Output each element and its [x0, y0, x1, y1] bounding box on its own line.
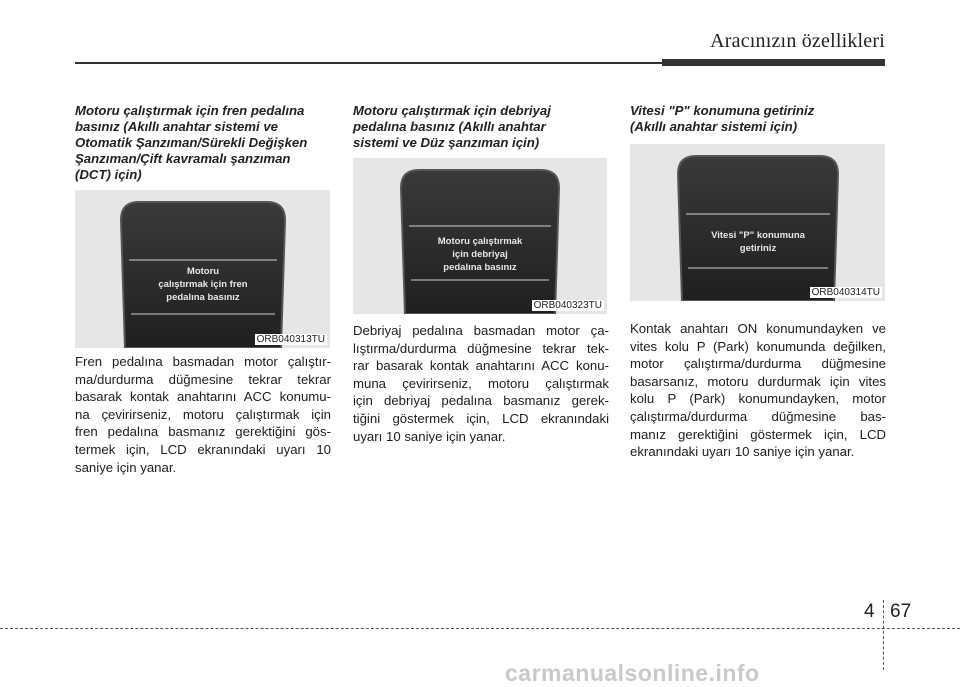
header-bar: [662, 59, 885, 66]
display-line: pedalına basınız: [443, 262, 517, 273]
heading-line: (DCT) için): [75, 167, 142, 182]
section-2-heading: [353, 103, 613, 151]
display-line: getiriniz: [739, 243, 777, 254]
body-line: kolu P (Park) konumundayken, motor: [630, 391, 886, 407]
header-rule: [75, 62, 662, 64]
chapter-number: 4: [864, 601, 875, 622]
section-1-body: [75, 353, 331, 476]
body-line: basarak kontak anahtarını ACC konumu-: [75, 389, 331, 405]
heading-line: pedalına basınız (Akıllı anahtar: [353, 119, 546, 134]
footer-vertical-dashed-rule: [883, 600, 884, 670]
heading-line: Motoru çalıştırmak için debriyaj: [353, 103, 551, 118]
display-line: Motoru çalıştırmak: [437, 236, 523, 247]
section-1-heading: [75, 103, 335, 183]
body-line: çalıştırma/durdurma düğmesine bas-: [630, 408, 886, 424]
page-number: 67: [890, 601, 912, 622]
cluster-display-figure-2: [353, 158, 607, 314]
body-line: ekranındaki uyarı 10 saniye için yanar.: [630, 444, 855, 460]
body-line: tiğini göstermek için, LCD ekranındaki: [353, 410, 609, 426]
body-line: motor çalıştırma/durdurma düğmesine: [630, 356, 886, 372]
display-line: için debriyaj: [452, 249, 508, 260]
section-3-body: [630, 320, 886, 461]
display-line: Vitesi "P" konumuna: [711, 230, 805, 241]
figure-code: ORB040314TU: [811, 287, 880, 298]
heading-line: Vitesi "P" konumuna getiriniz: [630, 103, 815, 118]
display-line: Motoru: [186, 266, 220, 277]
page-header-title: Aracınızın özellikleri: [710, 30, 885, 52]
body-line: lıştırma/durdurma düğmesine tekrar tek-: [353, 340, 609, 356]
body-line: vites kolu P (Park) konumunda değilken,: [630, 338, 886, 354]
figure-code: ORB040313TU: [256, 334, 325, 345]
footer-dashed-rule: [0, 628, 960, 629]
heading-line: basınız (Akıllı anahtar sistemi ve: [75, 119, 279, 134]
cluster-display-figure-1: [75, 190, 330, 348]
heading-line: sistemi ve Düz şanzıman için): [353, 135, 540, 150]
body-line: na çevirirseniz, motoru çalıştırmak için: [75, 406, 331, 422]
heading-line: Motoru çalıştırmak için fren pedalına: [75, 103, 305, 118]
cluster-display-figure-3: [630, 144, 885, 301]
figure-code: ORB040323TU: [533, 300, 602, 311]
body-line: uyarı 10 saniye için yanar.: [353, 428, 506, 444]
heading-line: Şanzıman/Çift kavramalı şanzıman: [75, 151, 291, 166]
lcd-display-graphic: [630, 144, 885, 301]
display-line: pedalına basınız: [166, 292, 240, 303]
watermark: carmanualsonline.info: [505, 660, 760, 686]
section-3-heading: [630, 103, 890, 135]
body-line: Debriyaj pedalına basmadan motor ça-: [353, 323, 609, 338]
body-line: Kontak anahtarı ON konumundayken ve: [630, 321, 886, 336]
body-line: saniye için yanar.: [75, 459, 177, 475]
body-line: Fren pedalına basmadan motor çalıştır-: [75, 354, 331, 369]
body-line: ma/durdurma düğmesine tekrar tekrar: [75, 371, 331, 387]
body-line: için debriyaj pedalına basmanız gerek-: [353, 393, 609, 409]
body-line: basarsanız, motoru durdurmak için vites: [630, 373, 886, 389]
heading-line: (Akıllı anahtar sistemi için): [630, 119, 798, 134]
section-2-body: [353, 322, 609, 445]
display-line: çalıştırmak için fren: [158, 279, 248, 290]
body-line: fren pedalına basmanız gerektiğini gös-: [75, 424, 331, 440]
body-line: muna çevirirseniz, motoru çalıştırmak: [353, 375, 609, 391]
body-line: rar basarak kontak anahtarını ACC konu-: [353, 358, 609, 374]
lcd-display-graphic: [353, 158, 607, 314]
body-line: manız gerektiğini göstermek için, LCD: [630, 426, 886, 442]
heading-line: Otomatik Şanzıman/Sürekli Değişken: [75, 135, 308, 150]
body-line: termek için, LCD ekranındaki uyarı 10: [75, 441, 331, 457]
lcd-display-graphic: [75, 190, 330, 348]
